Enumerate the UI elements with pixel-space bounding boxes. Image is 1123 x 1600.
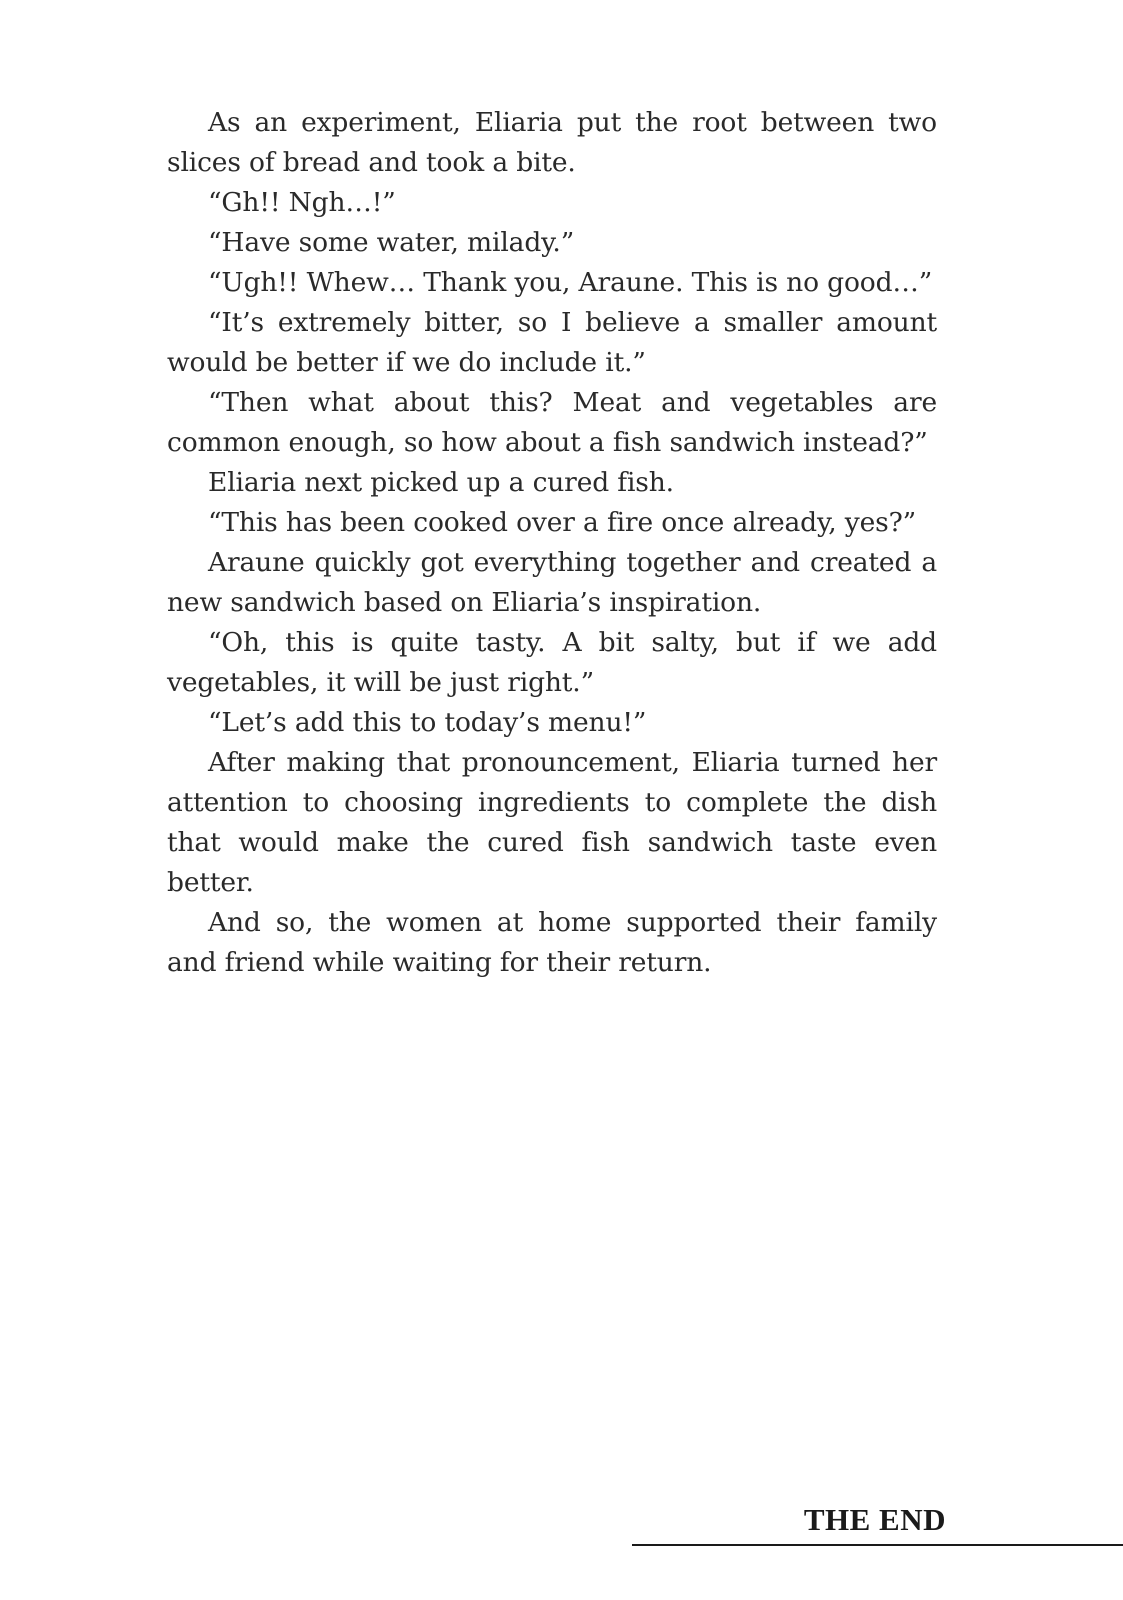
- paragraph: “Then what about this? Meat and vegetables are common enough, so how about a fish sandwich instead?”: [167, 387, 937, 458]
- paragraph: As an experiment, Eliaria put the root between two slices of bread and took a bite.: [167, 107, 937, 178]
- end-marker: [632, 1500, 1123, 1550]
- paragraph: After making that pronouncement, Eliaria turned her attention to choosing ingredients to complete the dish that would make the cured fish sandwich taste even better.: [167, 747, 937, 898]
- paragraph: “Oh, this is quite tasty. A bit salty, but if we add vegetables, it will be just right.”: [167, 627, 937, 698]
- paragraph: Eliaria next picked up a cured fish.: [208, 467, 674, 498]
- paragraph: “Let’s add this to today’s menu!”: [208, 707, 647, 738]
- end-rule-divider: [632, 1544, 1123, 1546]
- paragraph: “Have some water, milady.”: [208, 227, 575, 258]
- paragraph: “It’s extremely bitter, so I believe a smaller amount would be better if we do include it.”: [167, 307, 937, 378]
- paragraph: “Gh!! Ngh…!”: [208, 187, 396, 218]
- end-label: THE END: [803, 1502, 946, 1537]
- paragraph: “Ugh!! Whew… Thank you, Araune. This is no good…”: [208, 267, 933, 298]
- paragraph: And so, the women at home supported their family and friend while waiting for their return.: [167, 907, 937, 978]
- story-text: [167, 103, 937, 983]
- paragraph: Araune quickly got everything together and created a new sandwich based on Eliaria’s inspiration.: [167, 547, 937, 618]
- paragraph: “This has been cooked over a fire once already, yes?”: [208, 507, 917, 538]
